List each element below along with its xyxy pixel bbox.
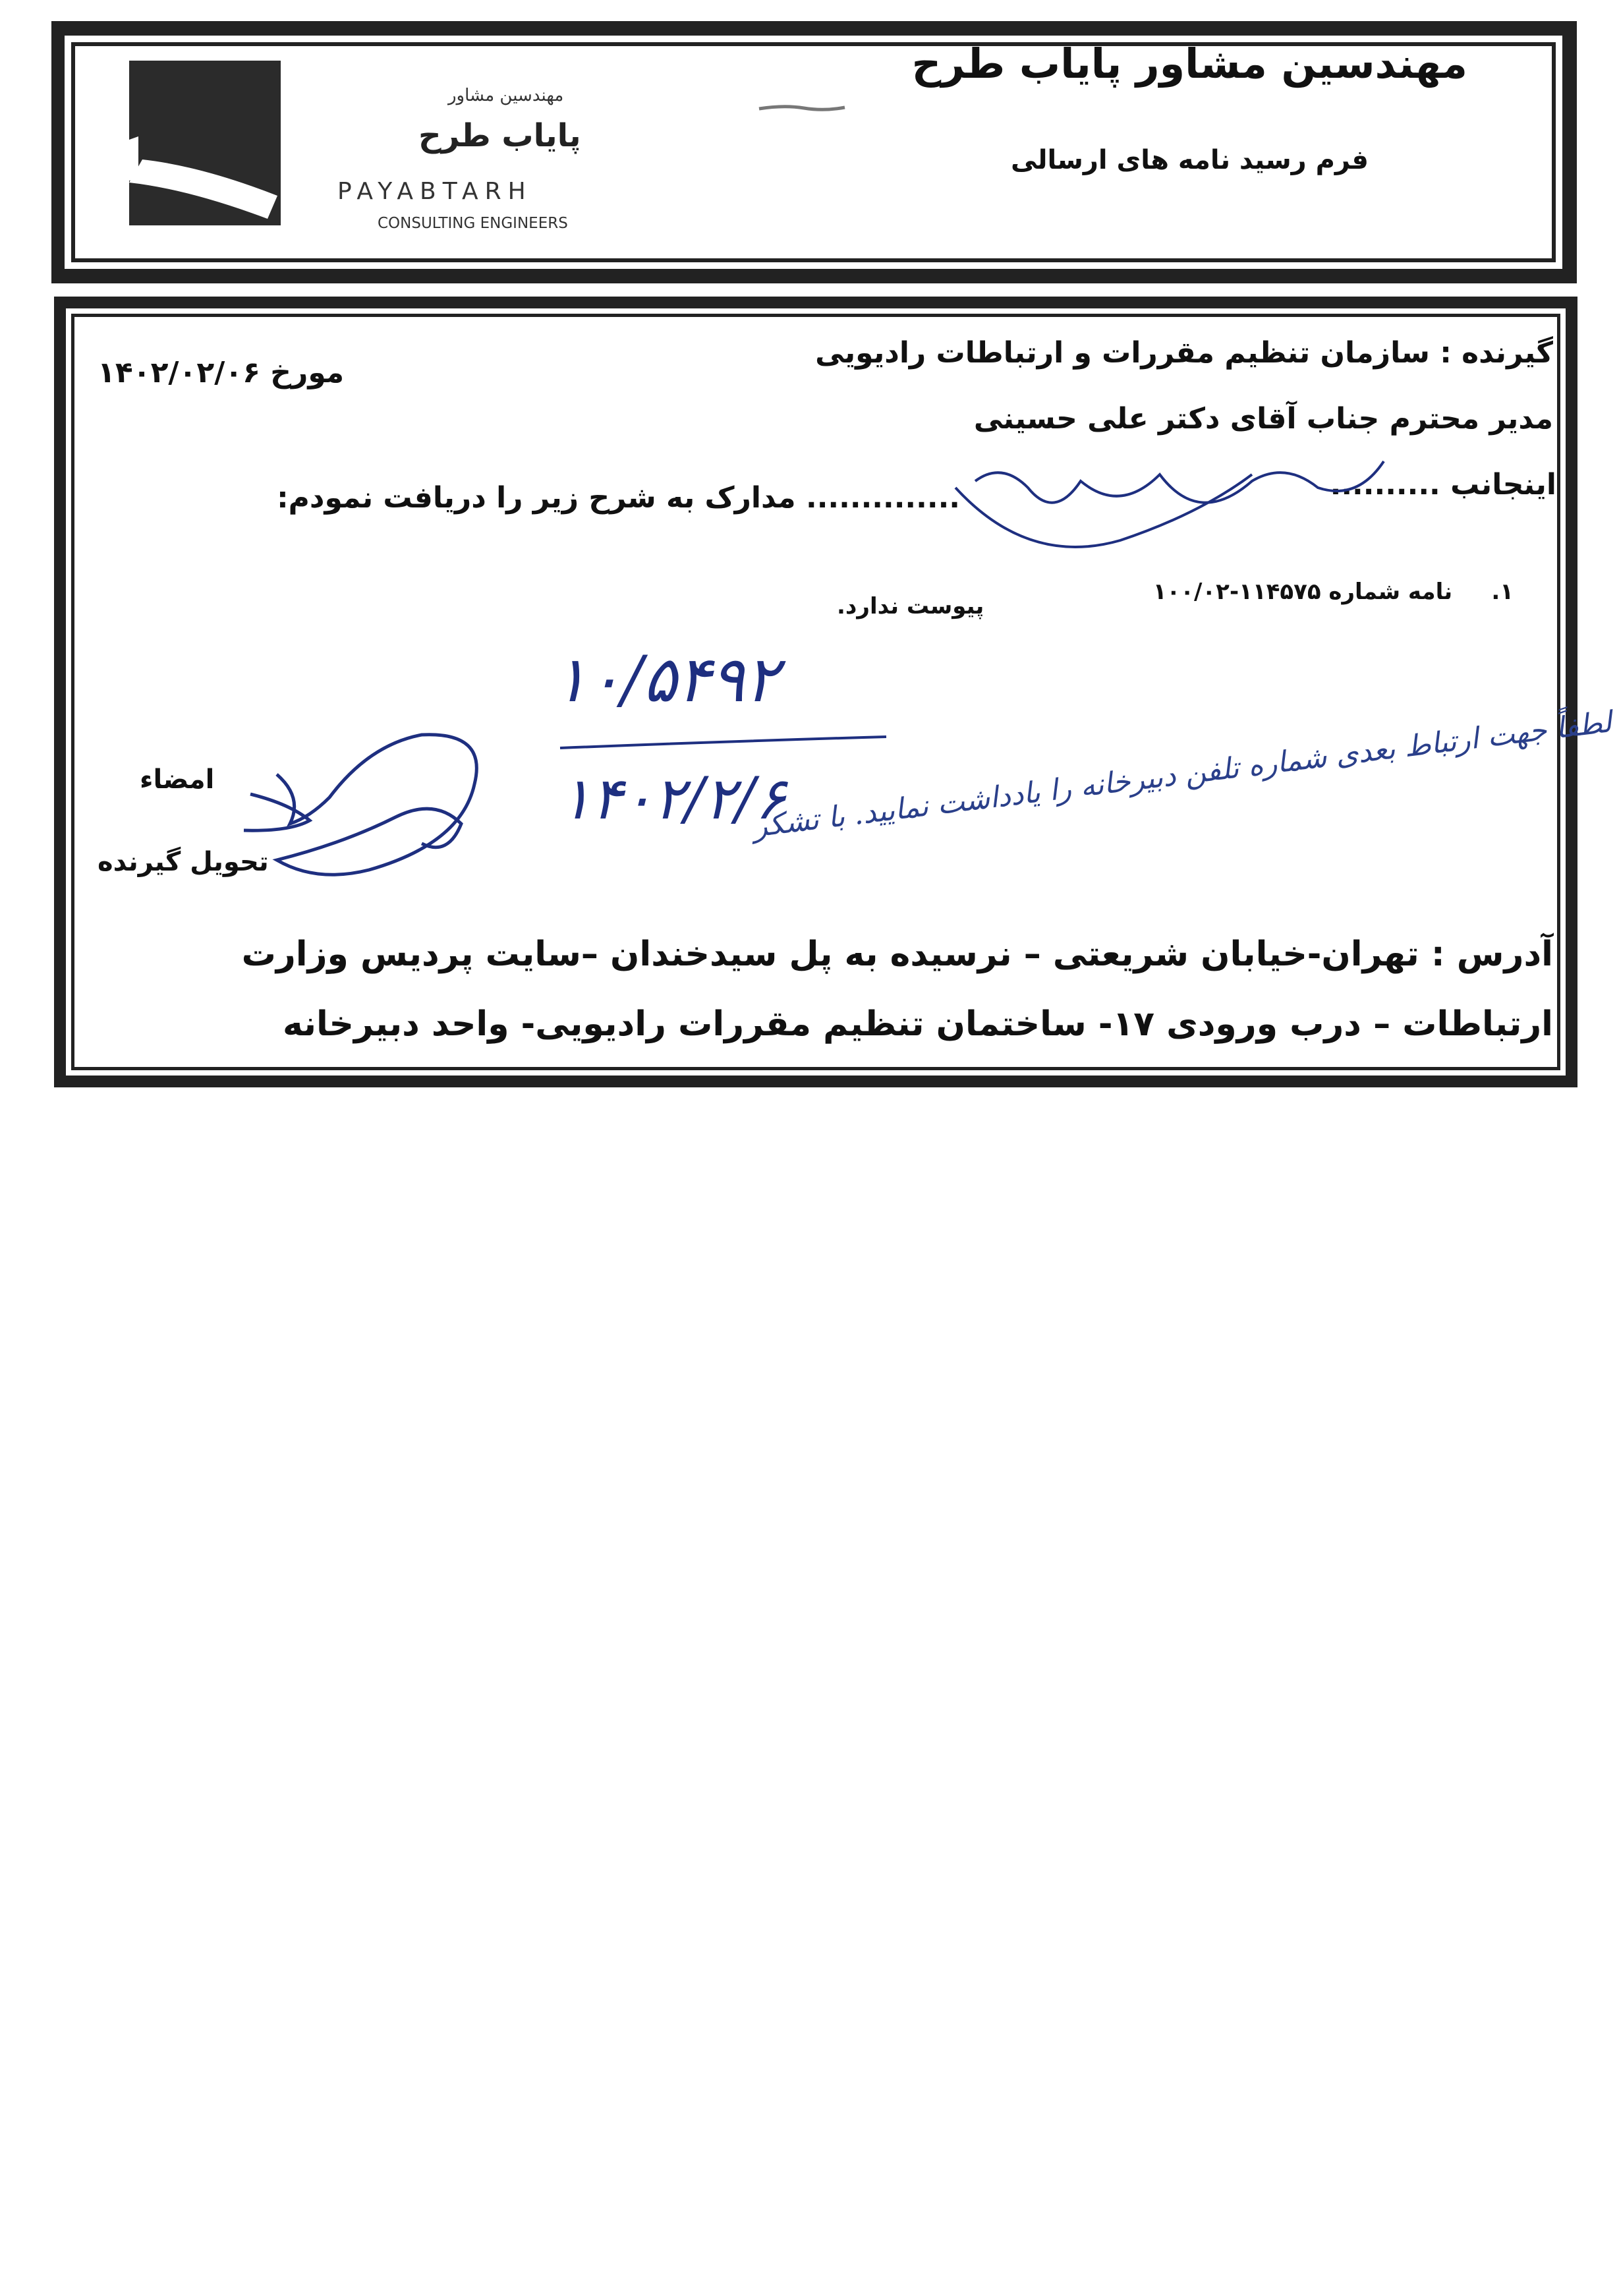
received-statement: .............. مدارک به شرح زیر را دریافت نمودم: <box>277 481 960 515</box>
letter-date: مورخ ۱۴۰۲/۰۲/۰۶ <box>98 356 345 389</box>
attachment-note: پیوست ندارد. <box>837 593 984 619</box>
item-text: نامه شماره ۱۱۴۵۷۵-۱۰۰/۰۲ <box>1152 579 1453 605</box>
handwritten-receipt-date: ۱۴۰۲/۲/۶ <box>560 764 786 832</box>
company-title: مهندسین مشاور پایاب طرح <box>911 40 1467 88</box>
handwritten-receipt-number: ۱۰/۵۴۹۲ <box>554 643 779 716</box>
logo-persian-subtitle: مهندسین مشاور <box>448 86 564 105</box>
form-title: فرم رسید نامه های ارسالی <box>1011 145 1369 175</box>
logo-persian-name: پایاب طرح <box>418 117 581 154</box>
receiver-label: تحویل گیرنده <box>98 847 269 877</box>
handwritten-note: لطفاً جهت ارتباط بعدی شماره تلفن دبیرخانه را یادداشت نمایید. با تشکر <box>751 705 1614 844</box>
signature-label: امضاء <box>140 764 215 795</box>
recipient-line: گیرنده : سازمان تنظیم مقررات و ارتباطات رادیویی <box>815 336 1553 370</box>
company-logo-icon <box>129 61 281 225</box>
address-text: آدرس : تهران-خیابان شریعتی – نرسیده به پل سیدخندان –سایت پردیس وزارت ارتباطات – درب ورودی ۱۷- ساختمان تنظیم مقررات رادیویی- واحد دبیرخانه <box>241 934 1553 1044</box>
undersigned-label: اینجانب .......... <box>1330 468 1556 502</box>
pen-mark <box>758 102 847 115</box>
list-item <box>1153 579 1514 605</box>
logo-english-name: PAYABTARH <box>337 178 532 205</box>
manager-line: مدیر محترم جناب آقای دکتر علی حسینی <box>973 402 1553 436</box>
logo-english-subtitle: CONSULTING ENGINEERS <box>378 215 568 232</box>
item-number: ۱. <box>1491 579 1514 605</box>
